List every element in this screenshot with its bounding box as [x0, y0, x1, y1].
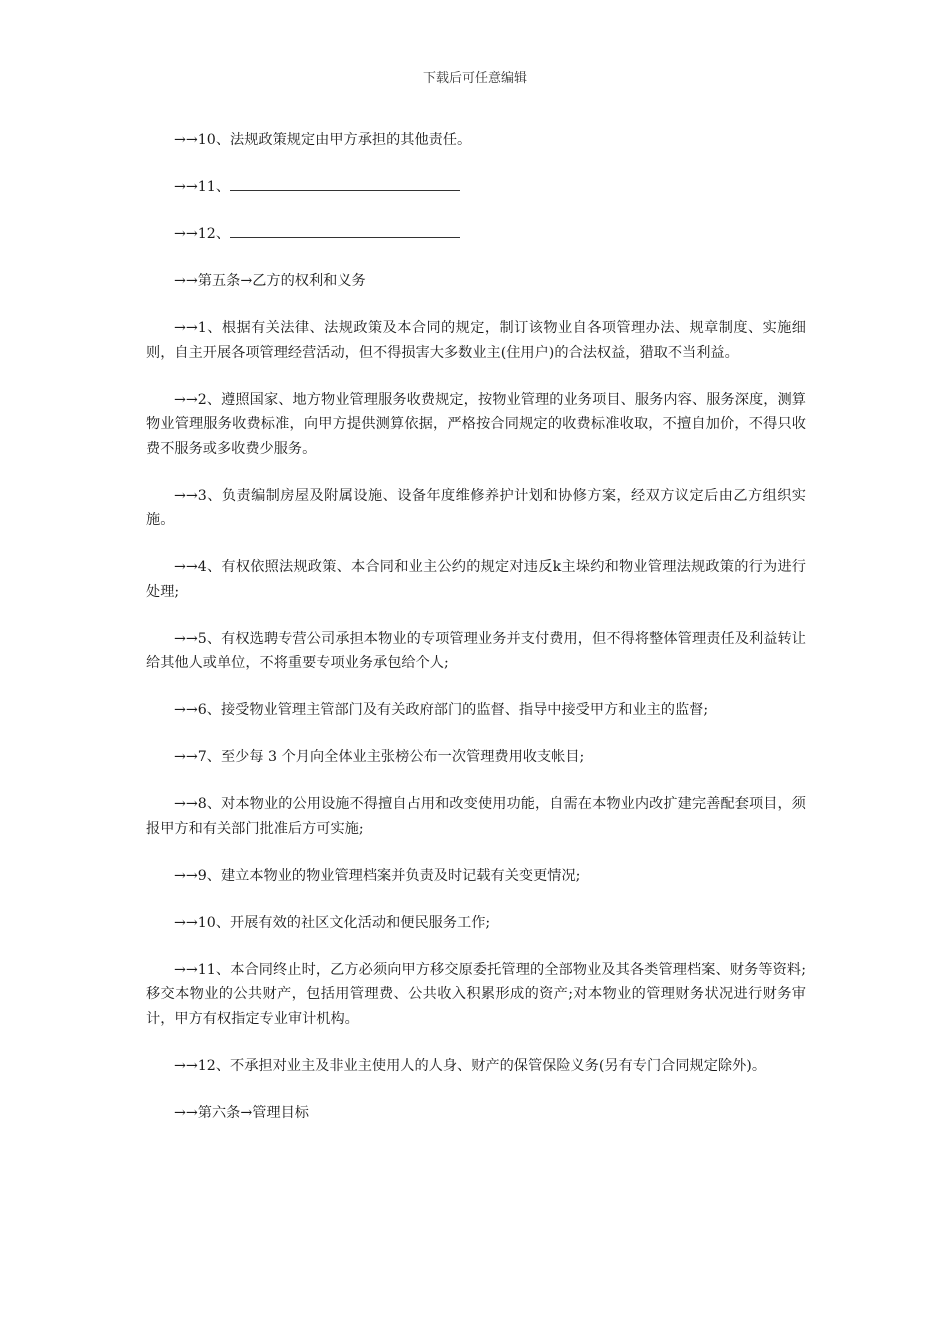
paragraph: →→12、不承担对业主及非业主使用人的人身、财产的保管保险义务(另有专门合同规定除外)。 [174, 1057, 767, 1074]
section-heading: →→第六条→管理目标 [174, 1104, 309, 1121]
paragraph: →→8、对本物业的公用设施不得擅自占用和改变使用功能，自需在本物业内改扩建完善配套项目，须报甲方和有关部门批准后方可实施; [146, 796, 806, 837]
paragraph: →→5、有权选聘专营公司承担本物业的专项管理业务并支付费用，但不得将整体管理责任及利益转让给其他人或单位，不将重要专项业务承包给个人; [146, 630, 806, 671]
document-body [146, 128, 806, 1148]
paragraph: →→10、开展有效的社区文化活动和便民服务工作; [174, 914, 491, 931]
page-header: 下载后可任意编辑 [422, 71, 527, 86]
paragraph: →→2、遵照国家、地方物业管理服务收费规定，按物业管理的业务项目、服务内容、服务深度，测算物业管理服务收费标准，向甲方提供测算依据，严格按合同规定的收费标准收取，不擅自加价，不得只收费不服务或多收费少服务。 [146, 391, 806, 457]
paragraph: →→3、负责编制房屋及附属设施、设备年度维修养护计划和协修方案，经双方议定后由乙方组织实施。 [146, 487, 806, 528]
paragraph: →→11、本合同终止时，乙方必须向甲方移交原委托管理的全部物业及其各类管理档案、财务等资料;移交本物业的公共财产，包括用管理费、公共收入积累形成的资产;对本物业的管理财务状况进行财务审计，甲方有权指定专业审计机构。 [146, 961, 806, 1027]
paragraph-blank-11: →→11、 [146, 175, 806, 200]
paragraph: →→6、接受物业管理主管部门及有关政府部门的监督、指导中接受甲方和业主的监督; [174, 702, 709, 718]
fill-in-blank-line [230, 178, 460, 191]
fill-in-blank-line [230, 225, 460, 238]
section-heading: →→第五条→乙方的权利和义务 [174, 273, 366, 289]
paragraph: →→7、至少每 3 个月向全体业主张榜公布一次管理费用收支帐目; [174, 749, 585, 765]
paragraph-blank-12: →→12、 [146, 222, 806, 247]
paragraph: →→4、有权依照法规政策、本合同和业主公约的规定对违反k主垛约和物业管理法规政策的行为进行处理; [146, 559, 806, 600]
paragraph: →→9、建立本物业的物业管理档案并负责及时记载有关变更情况; [174, 867, 581, 884]
paragraph: →→10、法规政策规定由甲方承担的其他责任。 [174, 132, 472, 148]
paragraph: →→1、根据有关法律、法规政策及本合同的规定，制订该物业自各项管理办法、规章制度、实施细则，自主开展各项管理经营活动，但不得损害大多数业主(住用户)的合法权益，猎取不当利益。 [146, 320, 806, 361]
